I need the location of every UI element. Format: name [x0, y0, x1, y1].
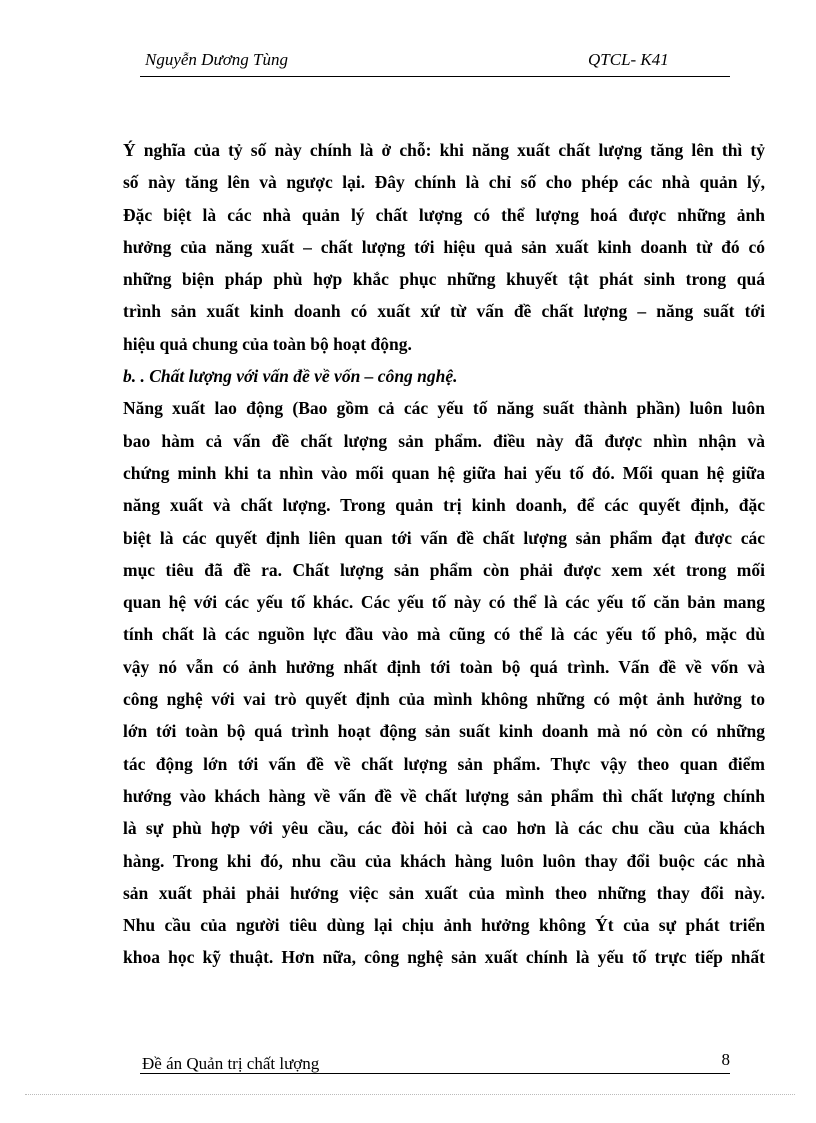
- text-line: biệt là các quyết định liên quan tới vấn đề chất lượng sản phẩm đạt được các: [123, 527, 765, 548]
- text-line: Nhu cầu của người tiêu dùng lại chịu ảnh hưởng không Ýt của sự phát triển: [123, 915, 765, 936]
- text-line: lớn tới toàn bộ quá trình hoạt động sản suất kinh doanh mà nó còn có những: [123, 721, 765, 742]
- header-class-code: QTCL- K41: [588, 50, 669, 69]
- text-line: hướng vào khách hàng về vấn đề về chất lượng sản phẩm thì chất lượng chính: [123, 785, 765, 806]
- text-line: trình sản xuất kinh doanh có xuất xứ từ vấn đề chất lượng – năng suất tới: [123, 301, 765, 322]
- text-line: công nghệ với vai trò quyết định của mình không những có một ảnh hưởng to: [123, 689, 765, 710]
- text-line: quan hệ với các yếu tố khác. Các yếu tố này có thể là các yếu tố căn bản mang: [123, 592, 765, 613]
- text-line: Năng xuất lao động (Bao gồm cả các yếu tố năng suất thành phần) luôn luôn: [123, 398, 765, 419]
- document-body: [123, 134, 765, 974]
- page-header: [140, 46, 730, 77]
- page-number: 8: [721, 1050, 730, 1069]
- header-author: Nguyễn Dương Tùng: [145, 50, 289, 69]
- footer-title: Đề án Quản trị chất lượng: [142, 1054, 320, 1073]
- section-heading: b. . Chất lượng với vấn đề về vốn – công nghệ.: [123, 366, 458, 387]
- text-line: là sự phù hợp với yêu cầu, các đòi hỏi cà cao hơn là các chu cầu của khách: [123, 818, 765, 839]
- text-line: hưởng của năng xuất – chất lượng tới hiệu quả sản xuất kinh doanh từ đó có: [123, 236, 765, 257]
- text-line: những biện pháp phù hợp khắc phục những khuyết tật phát sinh trong quá: [123, 269, 765, 290]
- text-line: chứng minh khi ta nhìn vào mối quan hệ giữa hai yếu tố đó. Mối quan hệ giữa: [123, 462, 765, 483]
- text-line: mục tiêu đã đề ra. Chất lượng sản phẩm còn phải được xem xét trong mối: [123, 559, 765, 580]
- text-line: hiệu quả chung của toàn bộ hoạt động.: [123, 333, 412, 354]
- text-line: Ý nghĩa của tỷ số này chính là ở chỗ: khi năng xuất chất lượng tăng lên thì tỷ: [123, 140, 765, 160]
- page-footer: [140, 1050, 730, 1074]
- text-line: bao hàm cả vấn đề chất lượng sản phẩm. điều này đã được nhìn nhận và: [123, 430, 765, 451]
- page-bottom-divider: [25, 1094, 795, 1095]
- text-line: khoa học kỹ thuật. Hơn nữa, công nghệ sản xuất chính là yếu tố trực tiếp nhất: [123, 947, 765, 968]
- text-line: vậy nó vẫn có ảnh hưởng nhất định tới toàn bộ quá trình. Vấn đề về vốn và: [123, 656, 765, 677]
- text-line: hàng. Trong khi đó, nhu cầu của khách hàng luôn luôn thay đổi buộc các nhà: [123, 850, 765, 871]
- text-line: tính chất là các nguồn lực đầu vào mà cũng có thể là các yếu tố phô, mặc dù: [123, 624, 765, 645]
- text-line: sản xuất phải phải hướng việc sản xuất của mình theo những thay đổi này.: [123, 882, 765, 903]
- text-line: năng xuất và chất lượng. Trong quản trị kinh doanh, để các quyết định, đặc: [123, 495, 765, 516]
- text-line: số này tăng lên và ngược lại. Đây chính là chỉ số cho phép các nhà quản lý,: [123, 172, 765, 193]
- text-line: Đặc biệt là các nhà quản lý chất lượng có thể lượng hoá được những ảnh: [123, 204, 765, 225]
- text-line: tác động lớn tới vấn đề về chất lượng sản phẩm. Thực vậy theo quan điểm: [123, 753, 765, 774]
